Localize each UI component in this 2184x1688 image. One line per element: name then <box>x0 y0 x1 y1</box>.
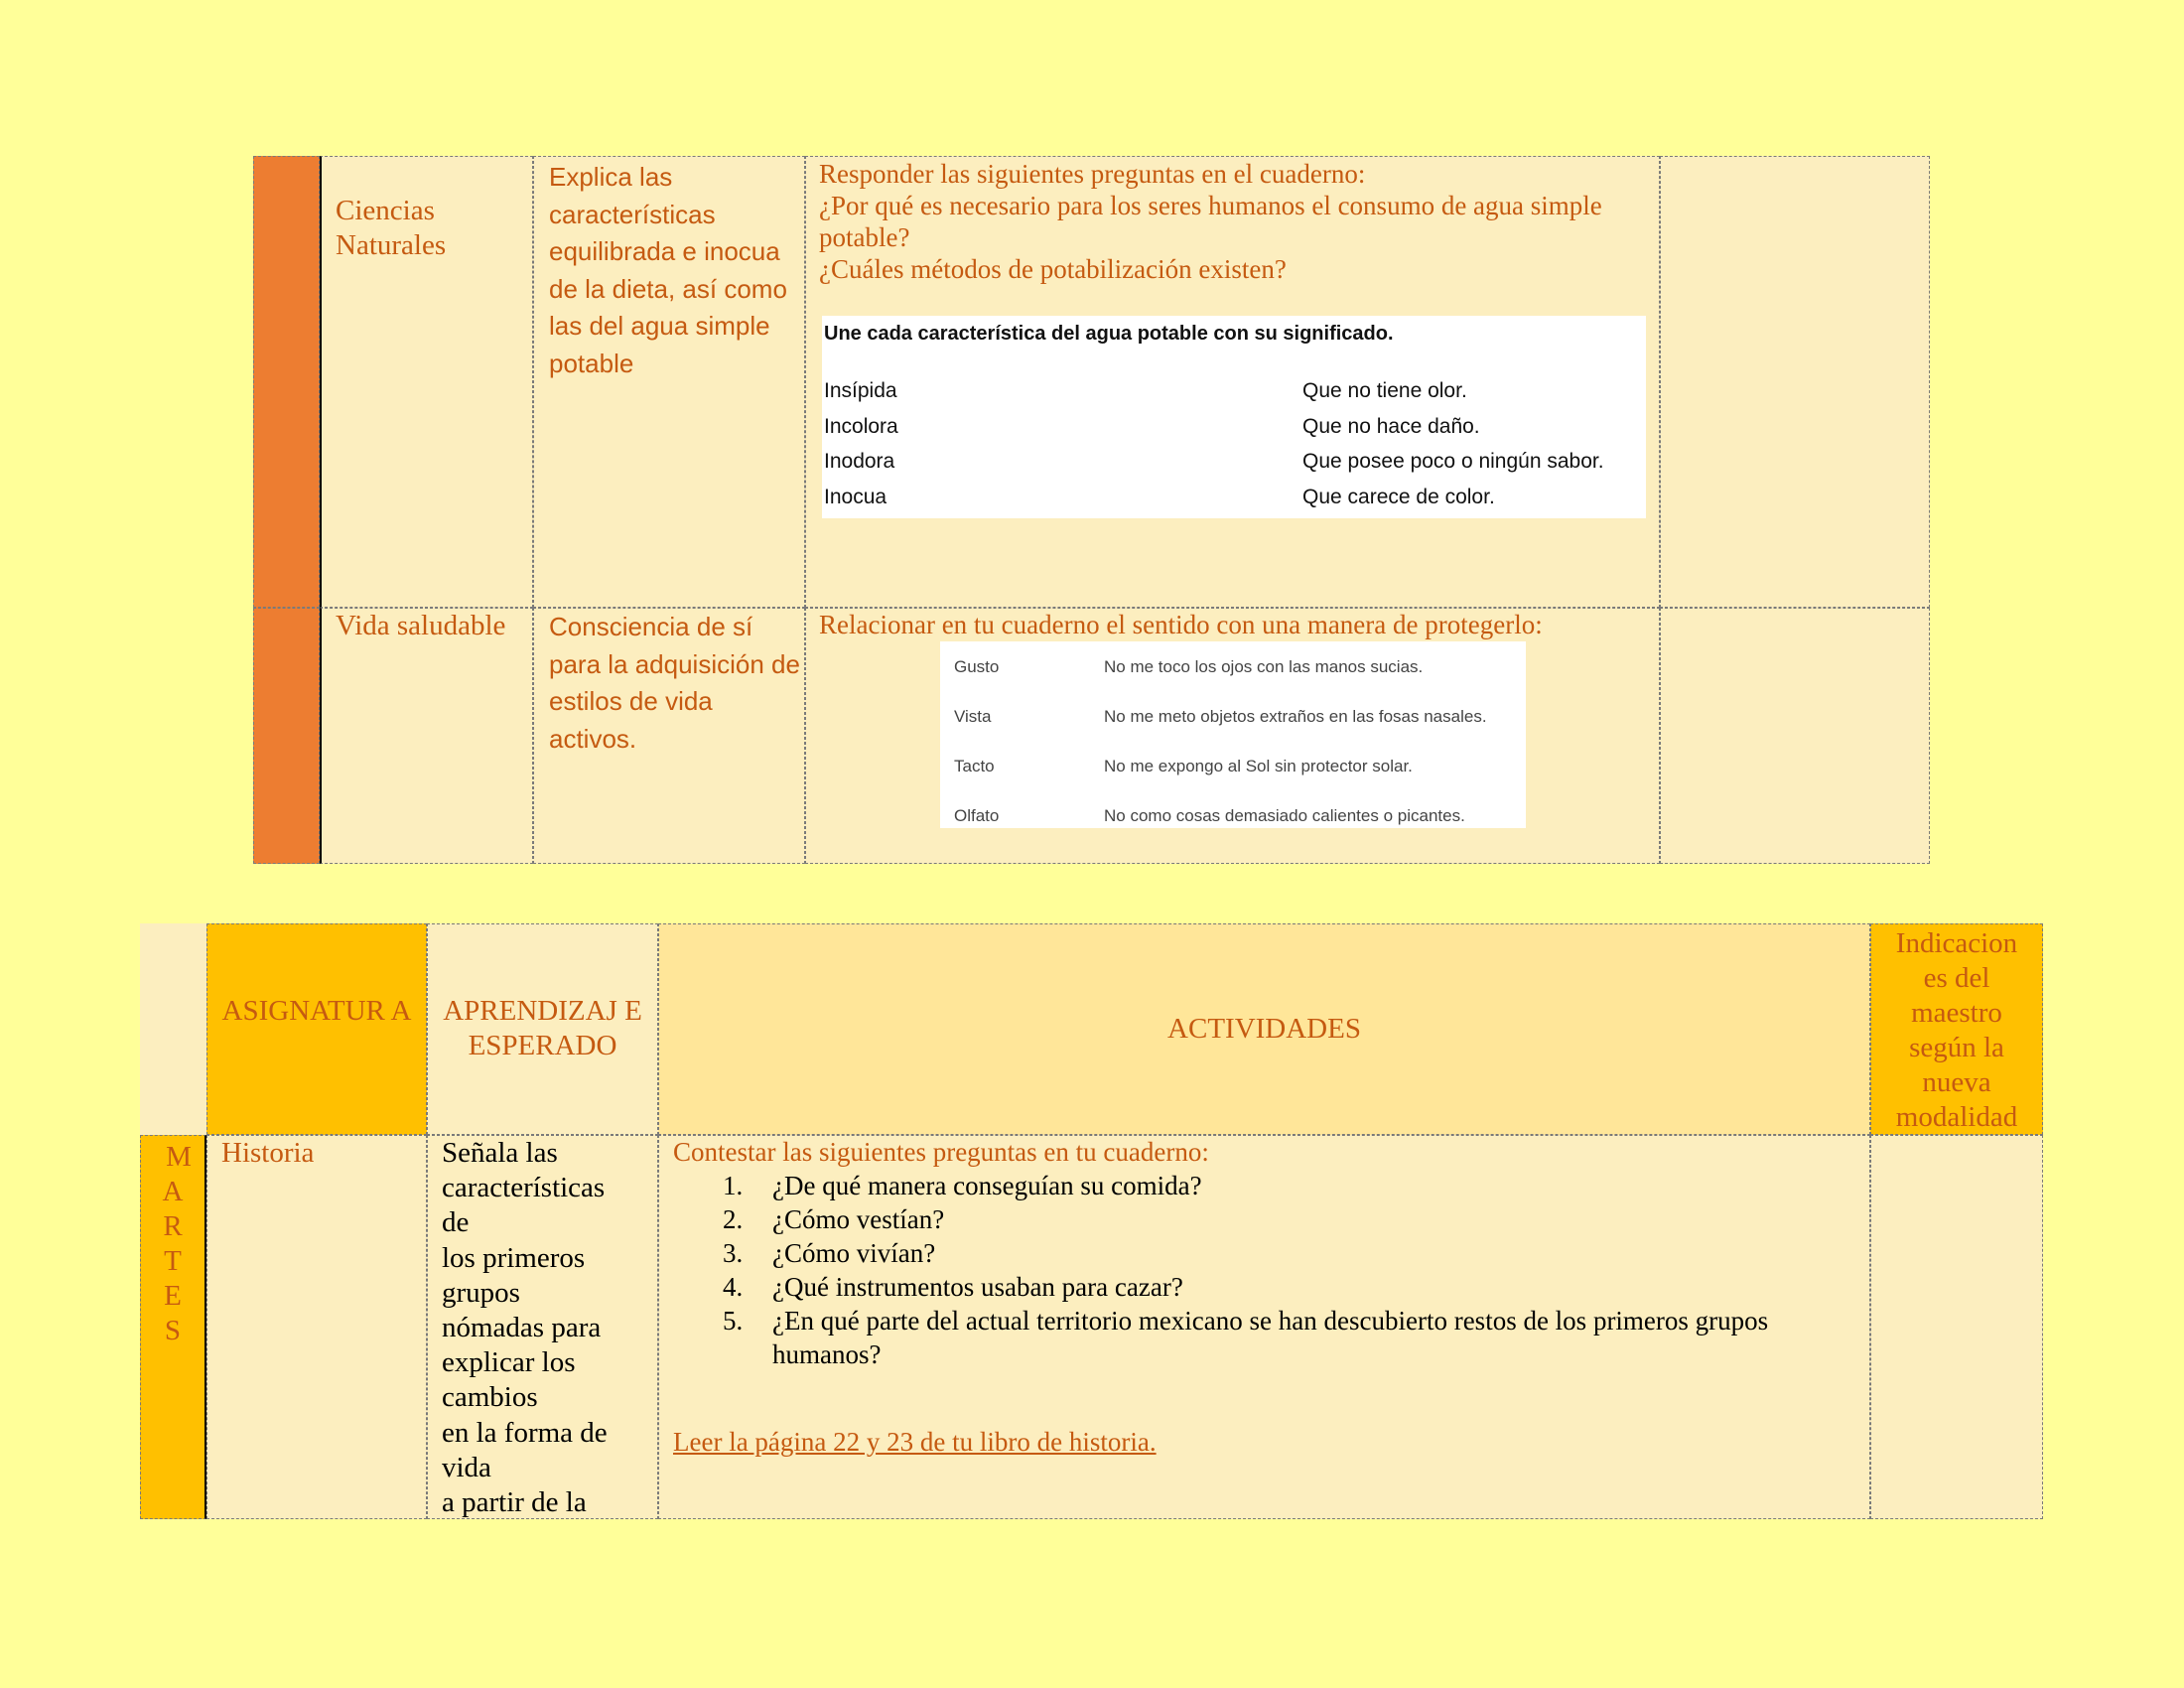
learning-line: de <box>442 1206 470 1239</box>
subject-cell-ciencias <box>320 156 533 608</box>
learning-vida: Consciencia de sí para la adquisición de estilos de vida activos. <box>549 612 800 754</box>
day-column-row2 <box>253 608 320 864</box>
learning-historia <box>442 1136 608 1519</box>
teacher-cell-ciencias <box>1660 156 1930 608</box>
exercise-image-sentidos <box>940 641 1526 828</box>
day-letter: T <box>164 1245 182 1277</box>
activity-intro-historia: Contestar las siguientes preguntas en tu cuaderno: <box>673 1137 1209 1167</box>
subject-cell-historia <box>206 1135 427 1519</box>
question-item: 2. ¿Cómo vestían? <box>723 1204 945 1234</box>
exercise-meaning: Que carece de color. <box>1302 485 1495 508</box>
header-learning: APRENDIZAJ E ESPERADO <box>443 995 642 1061</box>
header-day-cell <box>140 923 206 1135</box>
activity-line: ¿Cuáles métodos de potabilización existen? <box>819 254 1287 284</box>
exercise-meaning: Que no hace daño. <box>1302 414 1480 438</box>
activity-line: ¿Por qué es necesario para los seres humanos el consumo de agua simple potable? <box>819 191 1602 252</box>
sense-term: Vista <box>954 707 992 726</box>
learning-cell-ciencias <box>533 156 805 608</box>
learning-ciencias: Explica las características equilibrada e inocua de la dieta, así como las del agua simple potable <box>549 162 787 378</box>
teacher-cell-historia <box>1870 1135 2043 1519</box>
learning-line: los primeros <box>442 1241 586 1274</box>
exercise-title: Une cada característica del agua potable con su significado. <box>824 323 1394 345</box>
protection-item: No me toco los ojos con las manos sucias. <box>1104 657 1424 676</box>
question-item: 5. ¿En qué parte del actual territorio mexicano se han descubierto restos de los primeros grupos humanos? <box>723 1306 1769 1369</box>
exercise-image-agua <box>822 316 1646 518</box>
learning-line: explicar los <box>442 1346 576 1379</box>
learning-line: Señala las <box>442 1137 558 1169</box>
day-letter: E <box>164 1280 182 1312</box>
subject-vida: Vida saludable <box>336 610 506 641</box>
activity-line: Responder las siguientes preguntas en el cuaderno: <box>819 159 1366 189</box>
learning-line: vida <box>442 1451 491 1483</box>
sense-term: Tacto <box>954 757 995 775</box>
protection-item: No como cosas demasiado calientes o picantes. <box>1104 806 1465 825</box>
subject-historia: Historia <box>221 1137 315 1169</box>
exercise-term: Incolora <box>824 414 898 438</box>
day-letter: R <box>163 1210 183 1242</box>
protection-item: No me meto objetos extraños en las fosas nasales. <box>1104 707 1487 726</box>
header-teacher-cell <box>1870 923 2043 1135</box>
header-activities: ACTIVIDADES <box>1167 1013 1361 1045</box>
question-item: 4. ¿Qué instrumentos usaban para cazar? <box>723 1272 1183 1302</box>
header-learning-cell <box>427 923 658 1135</box>
sense-term: Olfato <box>954 806 1000 825</box>
learning-line: a partir de la <box>442 1486 587 1519</box>
activity-text-vida: Relacionar en tu cuaderno el sentido con una manera de protegerlo: <box>819 610 1543 639</box>
day-letter: S <box>164 1315 182 1346</box>
learning-line: en la forma de <box>442 1416 608 1449</box>
activity-text-ciencias <box>819 158 1648 285</box>
header-teacher: Indicacion es del maestro según la nueva modalidad <box>1895 927 2018 1133</box>
exercise-term: Inocua <box>824 485 887 508</box>
subject-ciencias: Ciencias Naturales <box>336 195 447 261</box>
sense-term: Gusto <box>954 657 1000 676</box>
day-column-row1 <box>253 156 320 608</box>
protection-list <box>1104 642 1487 841</box>
activity-cell-historia <box>658 1135 1870 1519</box>
learning-cell-historia <box>427 1135 658 1519</box>
exercise-meaning: Que no tiene olor. <box>1302 379 1467 402</box>
senses-list <box>954 642 999 841</box>
learning-line: características <box>442 1172 606 1204</box>
day-letter: A <box>162 1176 184 1207</box>
header-subject-cell <box>206 923 427 1135</box>
question-list <box>673 1169 1825 1371</box>
header-subject: ASIGNATUR A <box>221 995 412 1027</box>
learning-line: nómadas para <box>442 1312 602 1344</box>
exercise-right-list <box>1302 373 1604 514</box>
exercise-left-list <box>824 373 898 514</box>
activity-cell-ciencias <box>805 156 1660 608</box>
learning-cell-vida <box>533 608 805 864</box>
subject-cell-vida <box>320 608 533 864</box>
day-letter: M <box>166 1141 192 1173</box>
reading-link[interactable]: Leer la página 22 y 23 de tu libro de historia. <box>673 1427 1157 1457</box>
question-item: 3. ¿Cómo vivían? <box>723 1238 936 1268</box>
question-item: 1. ¿De qué manera conseguían su comida? <box>723 1171 1202 1200</box>
teacher-cell-vida <box>1660 608 1930 864</box>
learning-line: cambios <box>442 1381 538 1414</box>
exercise-meaning: Que posee poco o ningún sabor. <box>1302 450 1604 473</box>
exercise-term: Insípida <box>824 379 897 402</box>
exercise-term: Inodora <box>824 450 895 473</box>
activity-cell-vida <box>805 608 1660 864</box>
learning-line: grupos <box>442 1276 520 1309</box>
header-activities-cell <box>658 923 1870 1135</box>
day-cell-martes <box>140 1135 206 1519</box>
protection-item: No me expongo al Sol sin protector solar. <box>1104 757 1413 775</box>
